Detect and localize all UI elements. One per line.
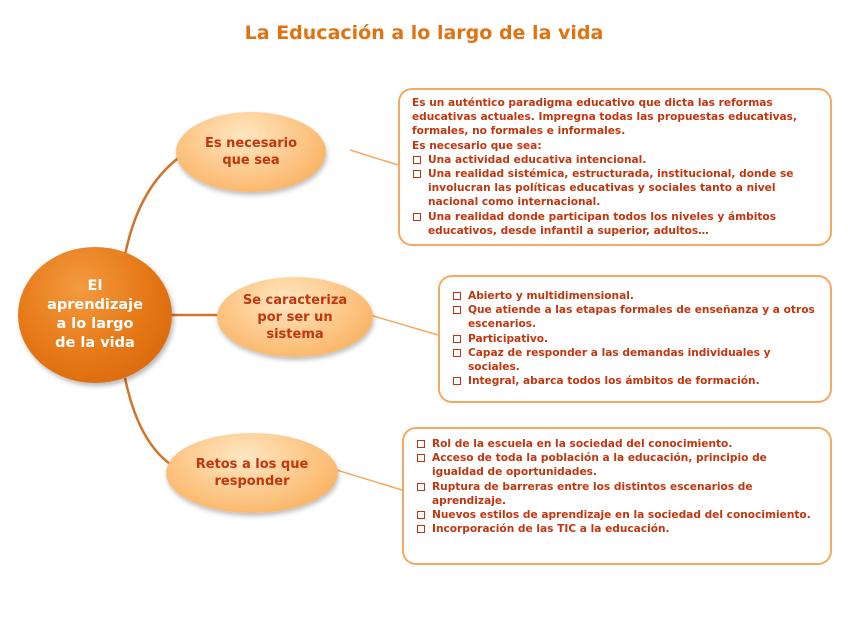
list-item-text: Incorporación de las TIC a la educación. <box>432 523 670 536</box>
checkbox-bullet-icon <box>453 292 461 300</box>
list-item-text: Capaz de responder a las demandas individuales y sociales. <box>468 346 771 374</box>
list-item <box>416 480 818 508</box>
checkbox-bullet-icon <box>417 483 425 491</box>
list-item-text: Una realidad sistémica, estructurada, institucional, donde se involucran las políticas educativas y sociales tanto a nivel nacional como internacional. <box>428 168 794 209</box>
checkbox-bullet-icon <box>417 525 425 533</box>
list-item <box>416 437 818 451</box>
list-item <box>416 451 818 479</box>
box-list-2 <box>452 289 818 388</box>
list-item <box>412 210 818 238</box>
list-item <box>452 346 818 374</box>
central-topic-node: El aprendizaje a lo largo de la vida <box>18 247 172 383</box>
checkbox-bullet-icon <box>413 170 421 178</box>
checkbox-bullet-icon <box>417 440 425 448</box>
list-item-text: Nuevos estilos de aprendizaje en la sociedad del conocimiento. <box>432 509 811 522</box>
connector-node-3-to-box-3 <box>330 468 402 490</box>
detail-box-se-caracteriza <box>438 275 832 403</box>
list-item <box>452 289 818 303</box>
diagram-title: La Educación a lo largo de la vida <box>244 22 604 44</box>
list-item <box>416 508 818 522</box>
list-item-text: Ruptura de barreras entre los distintos escenarios de aprendizaje. <box>432 480 753 507</box>
checkbox-bullet-icon <box>413 156 421 164</box>
list-item <box>416 522 818 536</box>
list-item <box>412 167 818 210</box>
box-list-1 <box>412 153 818 238</box>
list-item-text: Abierto y multidimensional. <box>468 290 634 302</box>
branch-node-retos: Retos a los que responder <box>166 433 338 513</box>
detail-box-retos <box>402 427 832 565</box>
branch-node-se-caracteriza: Se caracteriza por ser un sistema <box>217 277 373 357</box>
connector-node-1-to-box-1 <box>350 150 398 165</box>
checkbox-bullet-icon <box>453 335 461 343</box>
connector-center-to-node-3 <box>125 378 180 470</box>
list-item-text: Una actividad educativa intencional. <box>428 153 647 166</box>
list-item-text: Participativo. <box>468 332 549 345</box>
checkbox-bullet-icon <box>453 377 461 385</box>
checkbox-bullet-icon <box>453 349 461 357</box>
checkbox-bullet-icon <box>453 306 461 314</box>
detail-box-es-necesario <box>398 88 832 246</box>
list-item-text: Integral, abarca todos los ámbitos de formación. <box>468 375 760 388</box>
list-item-text: Una realidad donde participan todos los niveles y ámbitos educativos, desde infantil a superior, adultos… <box>428 210 777 237</box>
checkbox-bullet-icon <box>413 213 421 221</box>
box-subheading: Es necesario que sea: <box>412 139 542 152</box>
list-item <box>412 153 818 167</box>
connector-node-2-to-box-2 <box>370 315 438 335</box>
branch-node-es-necesario: Es necesario que sea <box>176 112 326 192</box>
checkbox-bullet-icon <box>417 454 425 462</box>
list-item <box>452 332 818 346</box>
checkbox-bullet-icon <box>417 511 425 519</box>
box-intro-text: Es un auténtico paradigma educativo que dicta las reformas educativas actuales. Impregna todas las propuestas educativas, formales, no formales e informales. <box>412 97 798 138</box>
list-item <box>452 303 818 331</box>
list-item-text: Que atiende a las etapas formales de enseñanza y a otros escenarios. <box>468 304 815 331</box>
box-list-3 <box>416 437 818 536</box>
list-item-text: Acceso de toda la población a la educación, principio de igualdad de oportunidades. <box>432 452 767 479</box>
list-item-text: Rol de la escuela en la sociedad del conocimiento. <box>432 438 733 450</box>
list-item <box>452 374 818 388</box>
